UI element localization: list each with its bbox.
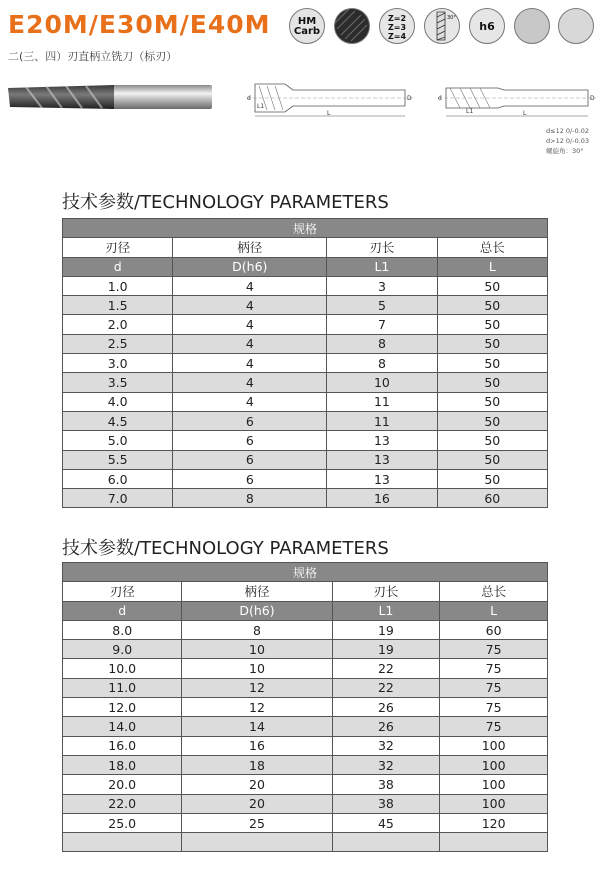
table-cell: 18	[182, 755, 332, 774]
table-cell: 50	[437, 411, 547, 430]
product-title: E20M/E30M/E40M	[8, 10, 271, 39]
table-row	[63, 775, 548, 794]
table-cell: 19	[332, 620, 440, 639]
table-cell: 2.0	[63, 315, 173, 334]
table-cell: 38	[332, 794, 440, 813]
table-cell: 25.0	[63, 813, 182, 832]
table-cell: 100	[440, 755, 548, 774]
table-cell: 9.0	[63, 640, 182, 659]
table-cell: 1.5	[63, 296, 173, 315]
table-cell: 4	[173, 392, 327, 411]
svg-text:d: d	[247, 95, 251, 102]
blank-cell	[63, 833, 182, 852]
col-blade-length: 刃长	[332, 582, 440, 601]
table-cell: 50	[437, 276, 547, 295]
table-cell: 13	[327, 469, 437, 488]
table-row	[63, 450, 548, 469]
svg-text:L: L	[327, 110, 331, 117]
table-cell: 4	[173, 276, 327, 295]
coating-texture-icon	[334, 8, 370, 44]
table-cell: 13	[327, 431, 437, 450]
multi-flute-drawing	[438, 78, 598, 118]
table-row	[63, 411, 548, 430]
table-cell: 3	[327, 276, 437, 295]
col-sym-D: D(h6)	[173, 257, 327, 276]
table-row	[63, 640, 548, 659]
table-cell: 75	[440, 678, 548, 697]
svg-text:L1: L1	[466, 108, 474, 115]
blank-badge-icon-2	[558, 8, 594, 44]
table-cell: 50	[437, 296, 547, 315]
table-cell: 12.0	[63, 698, 182, 717]
table-cell: 5.0	[63, 431, 173, 450]
table-cell: 8.0	[63, 620, 182, 639]
table-cell: 6	[173, 469, 327, 488]
table-cell: 16.0	[63, 736, 182, 755]
table-cell: 75	[440, 717, 548, 736]
col-sym-L: L	[437, 257, 547, 276]
table-cell: 50	[437, 469, 547, 488]
table-cell: 50	[437, 450, 547, 469]
table-cell: 14	[182, 717, 332, 736]
table-cell: 4	[173, 354, 327, 373]
table-row	[63, 813, 548, 832]
table-cell: 8	[182, 620, 332, 639]
table-cell: 4	[173, 373, 327, 392]
table-row	[63, 698, 548, 717]
blank-cell	[332, 833, 440, 852]
col-blade-diameter: 刃径	[63, 582, 182, 601]
spec-header: 规格	[63, 563, 548, 582]
col-overall-length: 总长	[437, 238, 547, 257]
col-overall-length: 总长	[440, 582, 548, 601]
two-flute-drawing	[245, 78, 415, 118]
table-cell: 3.5	[63, 373, 173, 392]
table-cell: 22	[332, 659, 440, 678]
table-cell: 50	[437, 354, 547, 373]
table-cell: 5.5	[63, 450, 173, 469]
table-cell: 19	[332, 640, 440, 659]
table-cell: 8	[173, 489, 327, 508]
table-cell: 18.0	[63, 755, 182, 774]
table-cell: 4	[173, 296, 327, 315]
table-cell: 10.0	[63, 659, 182, 678]
table-cell: 3.0	[63, 354, 173, 373]
table-cell: 26	[332, 698, 440, 717]
table-cell: 100	[440, 775, 548, 794]
table-cell: 8	[327, 334, 437, 353]
table-cell: 14.0	[63, 717, 182, 736]
table-cell: 22	[332, 678, 440, 697]
col-sym-d: d	[63, 257, 173, 276]
table-cell: 13	[327, 450, 437, 469]
table-cell: 4.5	[63, 411, 173, 430]
svg-text:d: d	[438, 95, 442, 102]
table-row	[63, 373, 548, 392]
table-row	[63, 736, 548, 755]
table-row	[63, 315, 548, 334]
table-row	[63, 755, 548, 774]
table-cell: 11	[327, 392, 437, 411]
table-cell: 22.0	[63, 794, 182, 813]
col-shank-diameter: 柄径	[182, 582, 332, 601]
table-row	[63, 276, 548, 295]
table-cell: 7.0	[63, 489, 173, 508]
table-cell: 25	[182, 813, 332, 832]
table-2-heading: 技术参数/TECHNOLOGY PARAMETERS	[62, 538, 389, 559]
svg-text:L1: L1	[257, 103, 265, 110]
table-row	[63, 431, 548, 450]
table-cell: 4	[173, 315, 327, 334]
table-cell: 11.0	[63, 678, 182, 697]
col-shank-diameter: 柄径	[173, 238, 327, 257]
table-cell: 2.5	[63, 334, 173, 353]
table-cell: 12	[182, 678, 332, 697]
table-row	[63, 469, 548, 488]
table-cell: 7	[327, 315, 437, 334]
table-cell: 4	[173, 334, 327, 353]
blank-cell	[182, 833, 332, 852]
table-cell: 10	[182, 659, 332, 678]
table-cell: 60	[440, 620, 548, 639]
svg-text:L: L	[523, 110, 527, 117]
table-cell: 120	[440, 813, 548, 832]
table-cell: 45	[332, 813, 440, 832]
blank-row	[63, 833, 548, 852]
table-row	[63, 489, 548, 508]
table-row	[63, 659, 548, 678]
table-cell: 26	[332, 717, 440, 736]
table-cell: 75	[440, 698, 548, 717]
table-1-heading: 技术参数/TECHNOLOGY PARAMETERS	[62, 192, 389, 213]
flute-count-icon: Z=2 Z=3 Z=4	[379, 8, 415, 44]
col-sym-d: d	[63, 601, 182, 620]
table-cell: 10	[327, 373, 437, 392]
table-cell: 5	[327, 296, 437, 315]
table-cell: 38	[332, 775, 440, 794]
table-1-body	[63, 276, 548, 508]
table-row	[63, 620, 548, 639]
table-row	[63, 354, 548, 373]
spec-header: 规格	[63, 219, 548, 238]
blank-cell	[440, 833, 548, 852]
table-row	[63, 392, 548, 411]
table-cell: 32	[332, 755, 440, 774]
col-sym-D: D(h6)	[182, 601, 332, 620]
col-sym-L1: L1	[327, 257, 437, 276]
table-cell: 100	[440, 794, 548, 813]
svg-text:D: D	[590, 95, 595, 102]
table-row	[63, 794, 548, 813]
parameters-table-1	[62, 218, 548, 508]
table-cell: 50	[437, 315, 547, 334]
table-cell: 8	[327, 354, 437, 373]
table-row	[63, 678, 548, 697]
table-cell: 6	[173, 450, 327, 469]
table-2-body	[63, 620, 548, 851]
hm-carbide-icon: HM Carb	[289, 8, 325, 44]
tolerance-notes: d≤12 0/-0.02 d>12 0/-0.03 螺旋角：30°	[546, 127, 590, 155]
table-cell: 60	[437, 489, 547, 508]
table-cell: 12	[182, 698, 332, 717]
feature-icons	[289, 8, 589, 48]
table-cell: 10	[182, 640, 332, 659]
h6-tolerance-icon: h6	[469, 8, 505, 44]
table-row	[63, 296, 548, 315]
svg-text:D: D	[407, 95, 412, 102]
table-cell: 6	[173, 411, 327, 430]
table-cell: 1.0	[63, 276, 173, 295]
table-cell: 6	[173, 431, 327, 450]
table-row	[63, 334, 548, 353]
table-cell: 75	[440, 659, 548, 678]
svg-text:30°: 30°	[447, 15, 456, 21]
table-cell: 32	[332, 736, 440, 755]
table-row	[63, 717, 548, 736]
table-cell: 6.0	[63, 469, 173, 488]
product-subtitle: 二(三、四）刃直柄立铣刀（标刃）	[8, 50, 178, 63]
table-cell: 20.0	[63, 775, 182, 794]
end-mill-photo	[6, 80, 214, 114]
table-cell: 4.0	[63, 392, 173, 411]
blank-badge-icon	[514, 8, 550, 44]
table-cell: 20	[182, 794, 332, 813]
table-cell: 20	[182, 775, 332, 794]
parameters-table-2	[62, 562, 548, 852]
table-cell: 50	[437, 431, 547, 450]
col-sym-L: L	[440, 601, 548, 620]
table-cell: 11	[327, 411, 437, 430]
table-cell: 16	[182, 736, 332, 755]
table-cell: 50	[437, 392, 547, 411]
col-blade-length: 刃长	[327, 238, 437, 257]
col-sym-L1: L1	[332, 601, 440, 620]
helix-angle-icon	[424, 8, 460, 44]
table-cell: 100	[440, 736, 548, 755]
table-cell: 75	[440, 640, 548, 659]
table-cell: 16	[327, 489, 437, 508]
col-blade-diameter: 刃径	[63, 238, 173, 257]
table-cell: 50	[437, 373, 547, 392]
table-cell: 50	[437, 334, 547, 353]
